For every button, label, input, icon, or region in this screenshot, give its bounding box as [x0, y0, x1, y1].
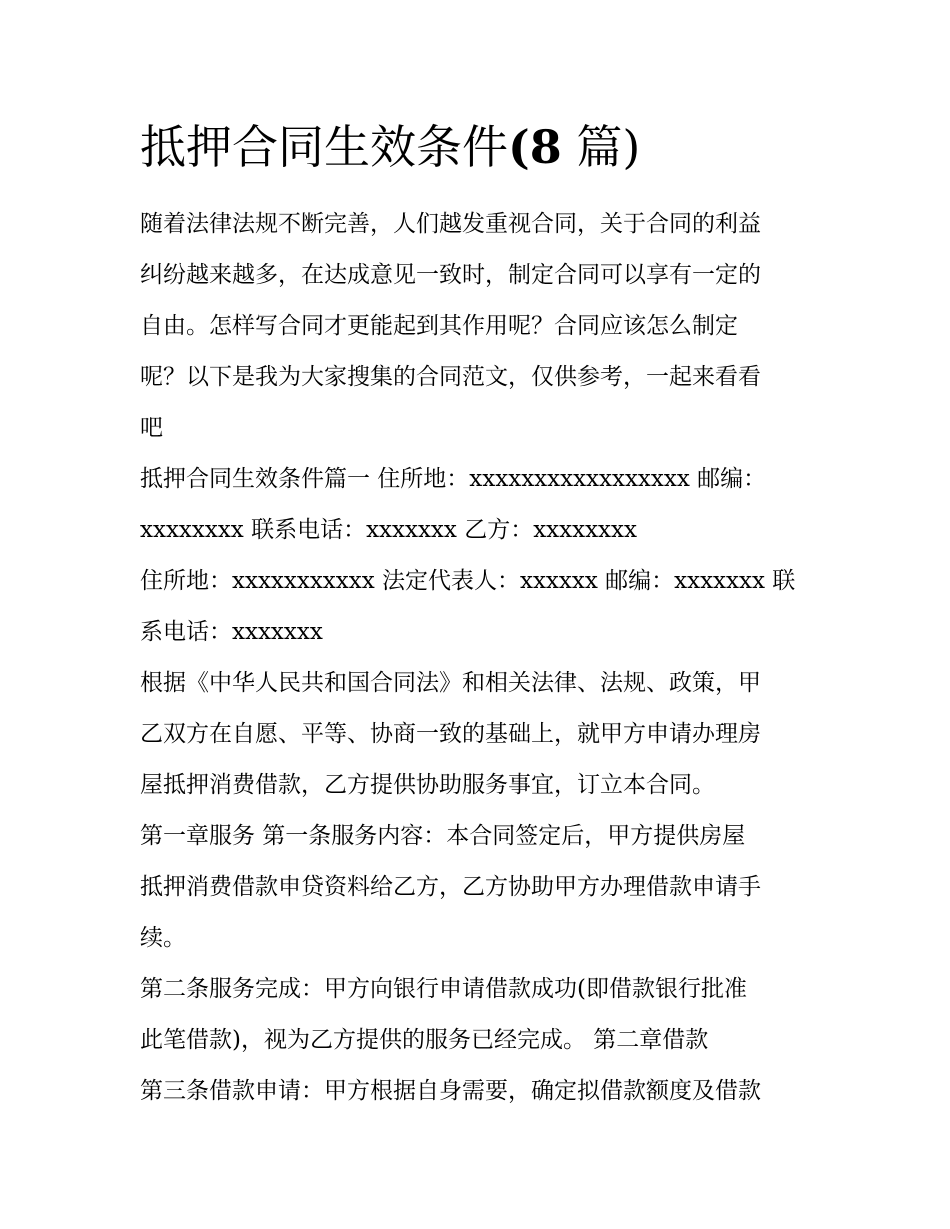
- body-line: 吧: [140, 415, 163, 441]
- body-line: 此笔借款)，视为乙方提供的服务已经完成。 第二章借款: [140, 1027, 709, 1053]
- body-line: 屋抵押消费借款，乙方提供协助服务事宜，订立本合同。: [140, 772, 715, 798]
- body-line: 根据《中华人民共和国合同法》和相关法律、法规、政策，甲: [140, 670, 761, 696]
- body-line: 纠纷越来越多，在达成意见一致时，制定合同可以享有一定的: [140, 262, 761, 288]
- body-line: 抵押合同生效条件篇一 住所地：xxxxxxxxxxxxxxxxx 邮编：: [140, 466, 767, 492]
- body-line: 系电话：xxxxxxx: [140, 619, 323, 645]
- document-body: [140, 199, 830, 1117]
- document-title: [140, 116, 640, 178]
- body-line: 续。: [140, 925, 186, 951]
- body-line: 自由。怎样写合同才更能起到其作用呢？合同应该怎么制定: [140, 313, 738, 339]
- body-line: 随着法律法规不断完善，人们越发重视合同，关于合同的利益: [140, 211, 761, 237]
- body-line: 第三条借款申请：甲方根据自身需要，确定拟借款额度及借款: [140, 1078, 761, 1104]
- title-main: 抵押合同生效条件: [140, 120, 508, 174]
- body-line: xxxxxxxx 联系电话：xxxxxxx 乙方：xxxxxxxx: [140, 517, 637, 543]
- body-line: 乙双方在自愿、平等、协商一致的基础上，就甲方申请办理房: [140, 721, 761, 747]
- body-line: 呢？以下是我为大家搜集的合同范文，仅供参考，一起来看看: [140, 364, 761, 390]
- body-line: 第二条服务完成：甲方向银行申请借款成功(即借款银行批准: [140, 976, 747, 1002]
- body-line: 抵押消费借款申贷资料给乙方，乙方协助甲方办理借款申请手: [140, 874, 761, 900]
- title-count: (8: [508, 120, 562, 174]
- body-line: 住所地：xxxxxxxxxxx 法定代表人：xxxxxx 邮编：xxxxxxx 联: [140, 568, 796, 594]
- body-line: 第一章服务 第一条服务内容：本合同签定后，甲方提供房屋: [140, 823, 746, 849]
- title-tail: 篇): [561, 120, 641, 174]
